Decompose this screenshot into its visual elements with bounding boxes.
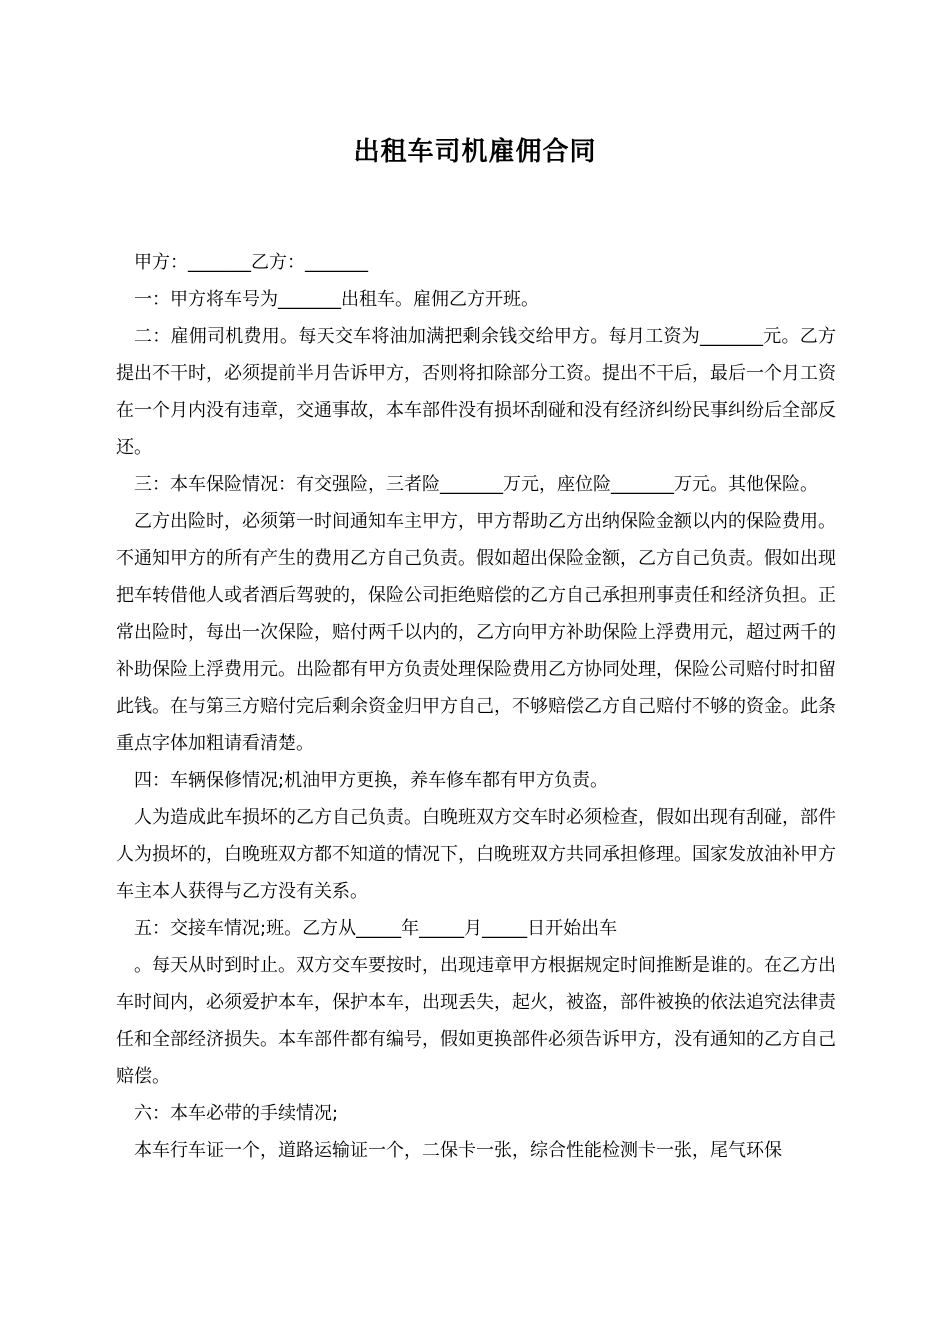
clause-3: 三：本车保险情况：有交强险，三者险_______万元，座位险_______万元。其他保险。 xyxy=(134,474,818,495)
clause-3-detail: 乙方出险时，必须第一时间通知车主甲方，甲方帮助乙方出纳保险金额以内的保险费用。不通知甲方的所有产生的费用乙方自己负责。假如超出保险金额，乙方自己负责。假如出现把车转借他人或者酒后驾驶的，保险公司拒绝赔偿的乙方自己承担刑事责任和经济负担。正常出险时，每出一次保险，赔付两千以内的，乙方向甲方补助保险上浮费用元，超过两千的补助保险上浮费用元。出险都有甲方负责处理保险费用乙方协同处理，保险公司赔付时扣留此钱。在与第三方赔付完后剩余资金归甲方自己，不够赔偿乙方自己赔付不够的资金。此条重点字体加粗请看清楚。 xyxy=(116,511,836,754)
clause-5-detail: 。每天从时到时止。双方交车要按时，出现违章甲方根据规定时间推断是谁的。在乙方出车时间内，必须爱护本车，保护本车，出现丢失，起火，被盗，部件被换的依法追究法律责任和全部经济损失。本车部件都有编号，假如更换部件必须告诉甲方，没有通知的乙方自己赔偿。 xyxy=(116,955,836,1087)
clause-5: 五：交接车情况;班。乙方从_____年_____月_____日开始出车 xyxy=(134,918,618,939)
clause-6-detail: 本车行车证一个，道路运输证一个，二保卡一张，综合性能检测卡一张，尾气环保 xyxy=(134,1140,782,1161)
clause-4: 四：车辆保修情况;机油甲方更换，养车修车都有甲方负责。 xyxy=(134,770,609,791)
document-body xyxy=(116,244,836,1169)
document-title: 出租车司机雇佣合同 xyxy=(353,137,597,167)
clause-1: 一：甲方将车号为_______出租车。雇佣乙方开班。 xyxy=(134,289,539,310)
clause-4-detail: 人为造成此车损坏的乙方自己负责。白晚班双方交车时必须检查，假如出现有刮碰，部件人为损坏的，白晚班双方都不知道的情况下，白晚班双方共同承担修理。国家发放油补甲方车主本人获得与乙方没有关系。 xyxy=(116,807,836,902)
parties-line: 甲方：_______乙方：_______ xyxy=(134,252,368,273)
clause-2: 二：雇佣司机费用。每天交车将油加满把剩余钱交给甲方。每月工资为_______元。乙方提出不干时，必须提前半月告诉甲方，否则将扣除部分工资。提出不干后，最后一个月工资在一个月内没有违章，交通事故，本车部件没有损坏刮碰和没有经济纠纷民事纠纷后全部反还。 xyxy=(116,326,836,458)
clause-6: 六：本车必带的手续情况; xyxy=(134,1103,339,1124)
